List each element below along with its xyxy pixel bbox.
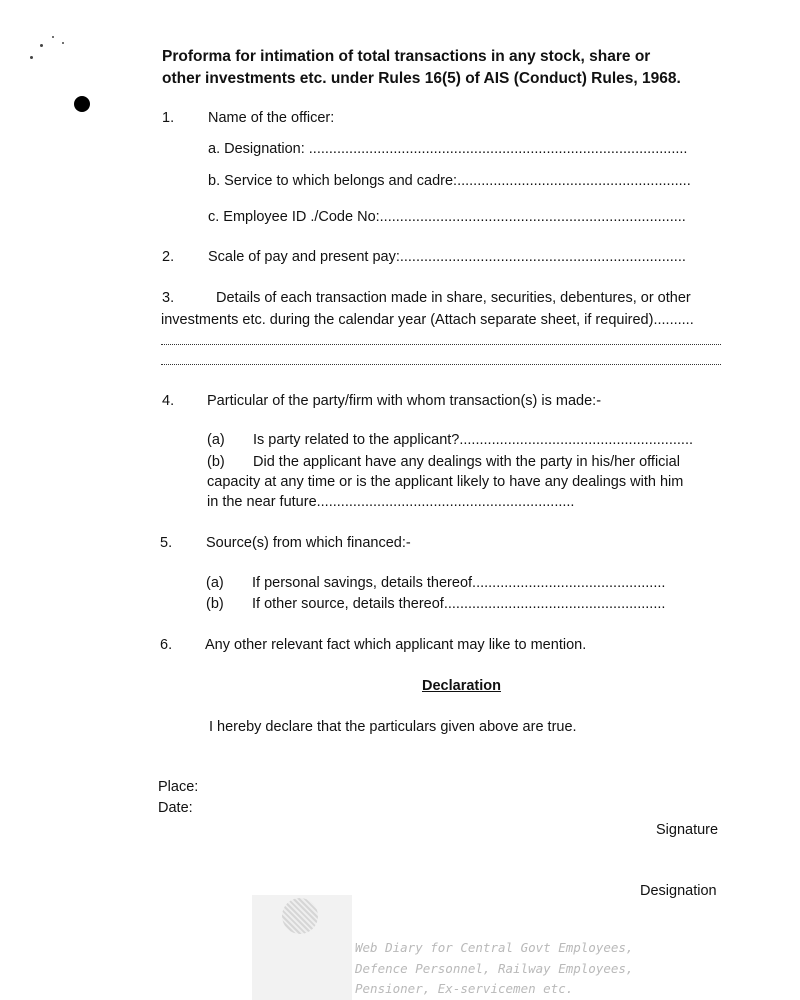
signature-label: Signature	[656, 822, 719, 838]
item-6-number: 6.	[160, 637, 173, 653]
item-1c-employee-id: c. Employee ID ./Code No:............................................................................	[208, 209, 686, 225]
dotted-fill-line	[161, 363, 721, 365]
item-1a-designation: a. Designation: ..............................................................................................	[208, 141, 688, 157]
item-5b-text: If other source, details thereof.......................................................	[252, 596, 666, 612]
item-2-number: 2.	[162, 249, 175, 265]
item-5a-text: If personal savings, details thereof................................................	[252, 575, 666, 591]
designation-label: Designation	[640, 883, 717, 899]
title-line-2: other investments etc. under Rules 16(5) of AIS (Conduct) Rules, 1968.	[162, 70, 681, 87]
bullet-mark	[74, 96, 90, 112]
item-1b-service: b. Service to which belongs and cadre:..........................................................	[208, 173, 691, 189]
place-label: Place:	[158, 779, 199, 795]
item-1-label: Name of the officer:	[208, 110, 335, 126]
item-6-label: Any other relevant fact which applicant may like to mention.	[205, 637, 587, 653]
watermark-line-1: Web Diary for Central Govt Employees,	[355, 940, 634, 955]
item-3-line-1: Details of each transaction made in share, securities, debentures, or other	[216, 290, 691, 306]
scan-speck	[40, 44, 43, 47]
watermark-globe-icon	[282, 898, 318, 934]
item-4-number: 4.	[162, 393, 175, 409]
watermark-line-2: Defence Personnel, Railway Employees,	[355, 961, 634, 976]
item-2-label: Scale of pay and present pay:.......................................................................	[208, 249, 686, 265]
item-1-number: 1.	[162, 110, 175, 126]
declaration-heading: Declaration	[422, 678, 501, 694]
title-line-1: Proforma for intimation of total transactions in any stock, share or	[162, 48, 651, 65]
item-4b-text: Did the applicant have any dealings with the party in his/her official	[253, 454, 680, 470]
item-4a-mark: (a)	[207, 432, 225, 448]
scan-speck	[30, 56, 33, 59]
item-3-line-2: investments etc. during the calendar year (Attach separate sheet, if required)..........	[161, 312, 694, 328]
dotted-fill-line	[161, 343, 721, 345]
date-label: Date:	[158, 800, 193, 816]
page-title	[162, 46, 681, 90]
item-4a-text: Is party related to the applicant?..........................................................	[253, 432, 694, 448]
item-3-number: 3.	[162, 290, 175, 306]
item-4b-line-3: in the near future................................................................	[207, 494, 575, 510]
scan-speck	[52, 36, 54, 38]
item-4b-mark: (b)	[207, 454, 225, 470]
item-5-number: 5.	[160, 535, 173, 551]
item-4-label: Particular of the party/firm with whom transaction(s) is made:-	[207, 393, 602, 409]
item-5-label: Source(s) from which financed:-	[206, 535, 411, 551]
declaration-text: I hereby declare that the particulars given above are true.	[209, 719, 577, 735]
item-4b-line-2: capacity at any time or is the applicant likely to have any dealings with him	[207, 474, 684, 490]
watermark-line-3: Pensioner, Ex-servicemen etc.	[355, 981, 574, 996]
scan-speck	[62, 42, 64, 44]
item-5a-mark: (a)	[206, 575, 224, 591]
item-5b-mark: (b)	[206, 596, 224, 612]
